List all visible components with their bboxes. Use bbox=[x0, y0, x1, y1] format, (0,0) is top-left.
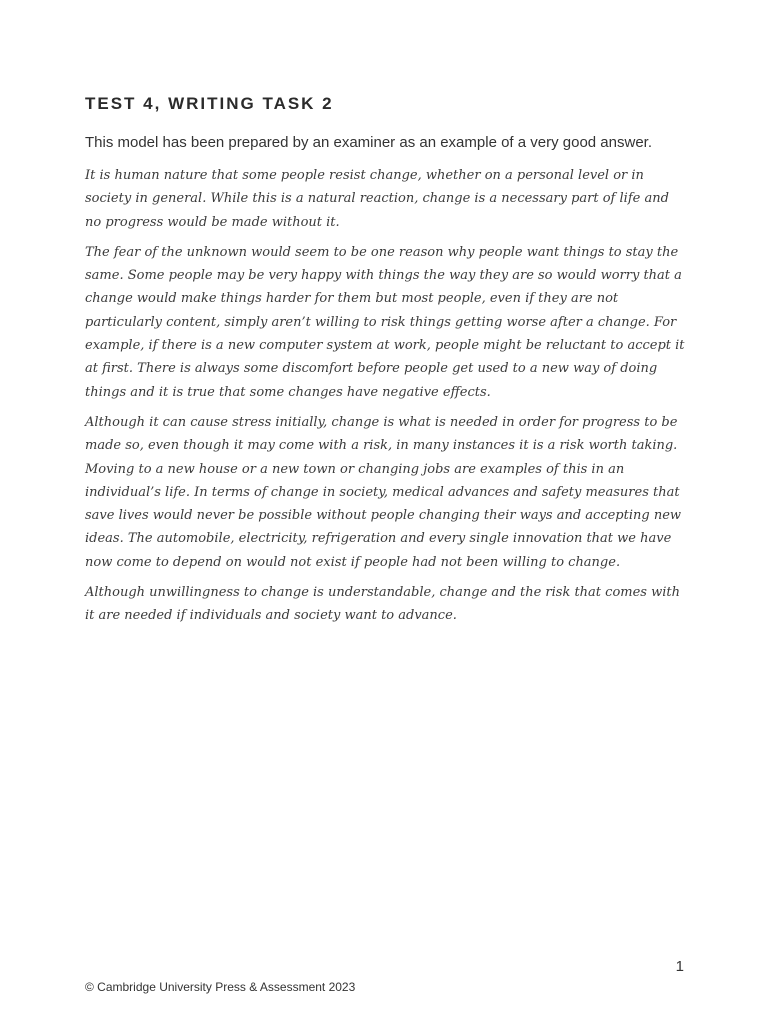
page-title: TEST 4, WRITING TASK 2 bbox=[85, 94, 334, 113]
intro-text: This model has been prepared by an examiner as an example of a very good answer. bbox=[85, 134, 652, 151]
essay-paragraph-4: Although unwillingness to change is understandable, change and the risk that comes with it are needed if individuals and society want to advance. bbox=[85, 585, 680, 624]
model-answer-essay bbox=[85, 164, 685, 635]
copyright-notice: © Cambridge University Press & Assessment 2023 bbox=[85, 980, 356, 994]
essay-paragraph-1: It is human nature that some people resist change, whether on a personal level or in society in general. While this is a natural reaction, change is a necessary part of life and no progress would be made without it. bbox=[85, 168, 669, 230]
page-number: 1 bbox=[675, 958, 684, 975]
essay-paragraph-3: Although it can cause stress initially, change is what is needed in order for progress to be made so, even though it may come with a risk, in many instances it is a risk worth taking. Moving to a new house or a new town or changing jobs are examples of this in an individual’s life. In terms of change in society, medical advances and safety measures that save lives would never be possible without people changing their ways and accepting new ideas. The automobile, electricity, refrigeration and every single innovation that we have now come to depend on would not exist if people had not been willing to change. bbox=[85, 414, 682, 570]
essay-paragraph-2: The fear of the unknown would seem to be one reason why people want things to stay the same. Some people may be very happy with things the way they are so would worry that a change would make things harder for them but most people, even if they are not particularly content, simply aren’t willing to risk things getting worse after a change. For example, if there is a new computer system at work, people might be reluctant to accept it at first. There is always some discomfort before people get used to a new way of doing things and it is true that some changes have negative effects. bbox=[85, 244, 685, 400]
